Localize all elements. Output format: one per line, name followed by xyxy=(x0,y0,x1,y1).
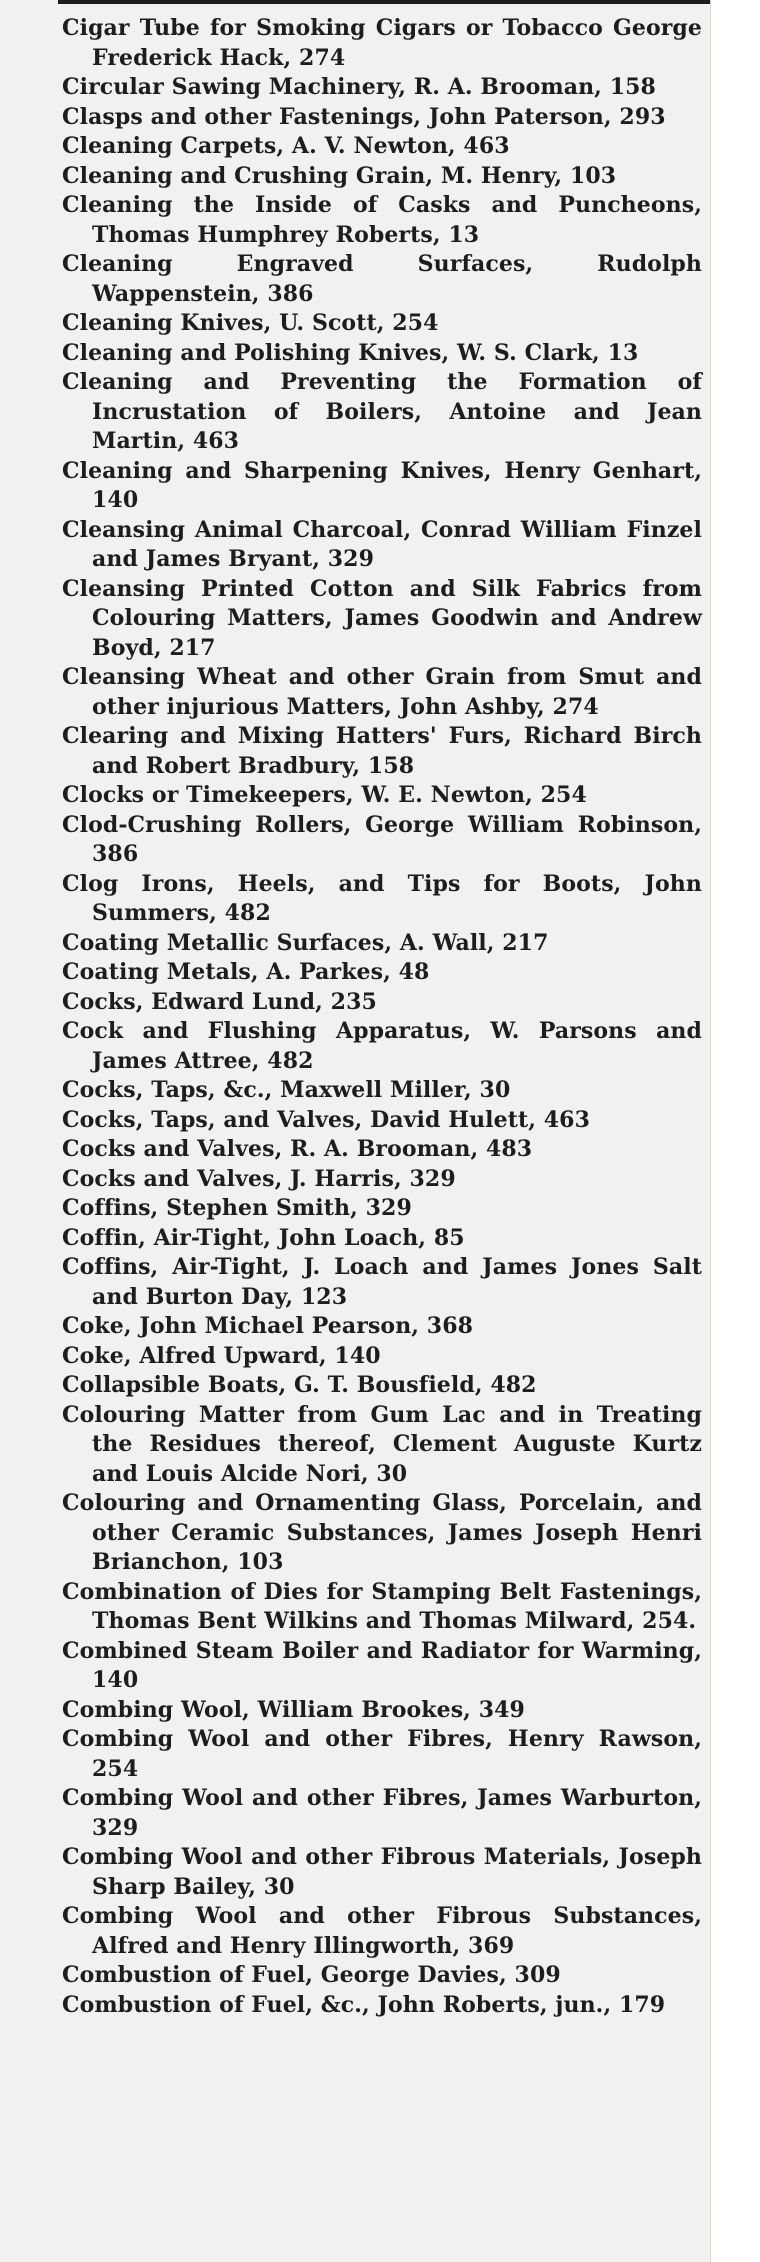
index-entries xyxy=(62,14,702,2020)
index-entry: Combination of Dies for Stamping Belt Fastenings, Thomas Bent Wilkins and Thomas Milward, 254. xyxy=(62,1578,702,1634)
index-entry: Coating Metallic Surfaces, A. Wall, 217 xyxy=(62,929,549,956)
top-rule xyxy=(58,0,710,4)
index-entry: Cleaning and Polishing Knives, W. S. Clark, 13 xyxy=(62,339,639,366)
index-entry: Cocks and Valves, J. Harris, 329 xyxy=(62,1165,456,1192)
index-entry: Cocks, Taps, and Valves, David Hulett, 463 xyxy=(62,1106,590,1133)
index-entry: Combing Wool, William Brookes, 349 xyxy=(62,1696,525,1723)
index-entry: Cigar Tube for Smoking Cigars or Tobacco George Frederick Hack, 274 xyxy=(62,15,702,71)
index-entry: Cleaning Carpets, A. V. Newton, 463 xyxy=(62,133,510,159)
index-entry: Combing Wool and other Fibres, James Warburton, 329 xyxy=(62,1785,702,1841)
index-entry: Combined Steam Boiler and Radiator for Warming, 140 xyxy=(62,1637,702,1693)
index-entry: Coffins, Stephen Smith, 329 xyxy=(62,1195,412,1221)
index-entry: Colouring and Ornamenting Glass, Porcelain, and other Ceramic Substances, James Joseph Henri Brianchon, 103 xyxy=(62,1490,702,1575)
index-entry: Coffins, Air-Tight, J. Loach and James Jones Salt and Burton Day, 123 xyxy=(62,1254,702,1310)
index-entry: Coke, Alfred Upward, 140 xyxy=(62,1342,381,1369)
index-entry: Combing Wool and other Fibrous Materials, Joseph Sharp Bailey, 30 xyxy=(62,1844,702,1900)
index-entry: Clasps and other Fastenings, John Paterson, 293 xyxy=(62,103,666,130)
index-entry: Combustion of Fuel, &c., John Roberts, jun., 179 xyxy=(62,1991,666,2018)
index-entry: Coffin, Air-Tight, John Loach, 85 xyxy=(62,1224,465,1251)
index-entry: Cocks, Edward Lund, 235 xyxy=(62,988,377,1015)
index-entry: Combustion of Fuel, George Davies, 309 xyxy=(62,1962,561,1988)
index-entry: Coating Metals, A. Parkes, 48 xyxy=(62,959,430,985)
index-entry: Collapsible Boats, G. T. Bousfield, 482 xyxy=(62,1372,537,1398)
index-entry: Cleaning Knives, U. Scott, 254 xyxy=(62,310,439,336)
index-entry: Cocks, Taps, &c., Maxwell Miller, 30 xyxy=(62,1077,511,1103)
index-entry: Cocks and Valves, R. A. Brooman, 483 xyxy=(62,1136,533,1162)
index-entry: Clocks or Timekeepers, W. E. Newton, 254 xyxy=(62,782,587,808)
index-entry: Cleansing Animal Charcoal, Conrad William Finzel and James Bryant, 329 xyxy=(62,516,702,572)
index-entry: Cleaning the Inside of Casks and Puncheons, Thomas Humphrey Roberts, 13 xyxy=(62,192,702,248)
index-entry: Cleaning Engraved Surfaces, Rudolph Wappenstein, 386 xyxy=(62,251,702,307)
index-entry: Coke, John Michael Pearson, 368 xyxy=(62,1313,474,1339)
index-entry: Combing Wool and other Fibres, Henry Rawson, 254 xyxy=(62,1726,702,1782)
index-entry: Clog Irons, Heels, and Tips for Boots, John Summers, 482 xyxy=(62,870,702,926)
index-entry: Cleaning and Crushing Grain, M. Henry, 103 xyxy=(62,162,617,189)
index-entry: Combing Wool and other Fibrous Substances, Alfred and Henry Illingworth, 369 xyxy=(62,1903,702,1959)
index-entry: Clod-Crushing Rollers, George William Robinson, 386 xyxy=(62,811,702,867)
index-entry: Cock and Flushing Apparatus, W. Parsons and James Attree, 482 xyxy=(62,1018,702,1074)
index-entry: Circular Sawing Machinery, R. A. Brooman, 158 xyxy=(62,74,656,100)
index-entry: Colouring Matter from Gum Lac and in Treating the Residues thereof, Clement Auguste Kurtz and Louis Alcide Nori, 30 xyxy=(62,1401,702,1487)
index-entry: Cleaning and Preventing the Formation of Incrustation of Boilers, Antoine and Jean Martin, 463 xyxy=(62,369,702,454)
index-entry: Clearing and Mixing Hatters' Furs, Richard Birch and Robert Bradbury, 158 xyxy=(62,723,702,779)
index-entry: Cleaning and Sharpening Knives, Henry Genhart, 140 xyxy=(62,457,702,513)
index-entry: Cleansing Printed Cotton and Silk Fabrics from Colouring Matters, James Goodwin and Andrew Boyd, 217 xyxy=(62,575,702,661)
index-entry: Cleansing Wheat and other Grain from Smut and other injurious Matters, John Ashby, 274 xyxy=(62,664,702,720)
